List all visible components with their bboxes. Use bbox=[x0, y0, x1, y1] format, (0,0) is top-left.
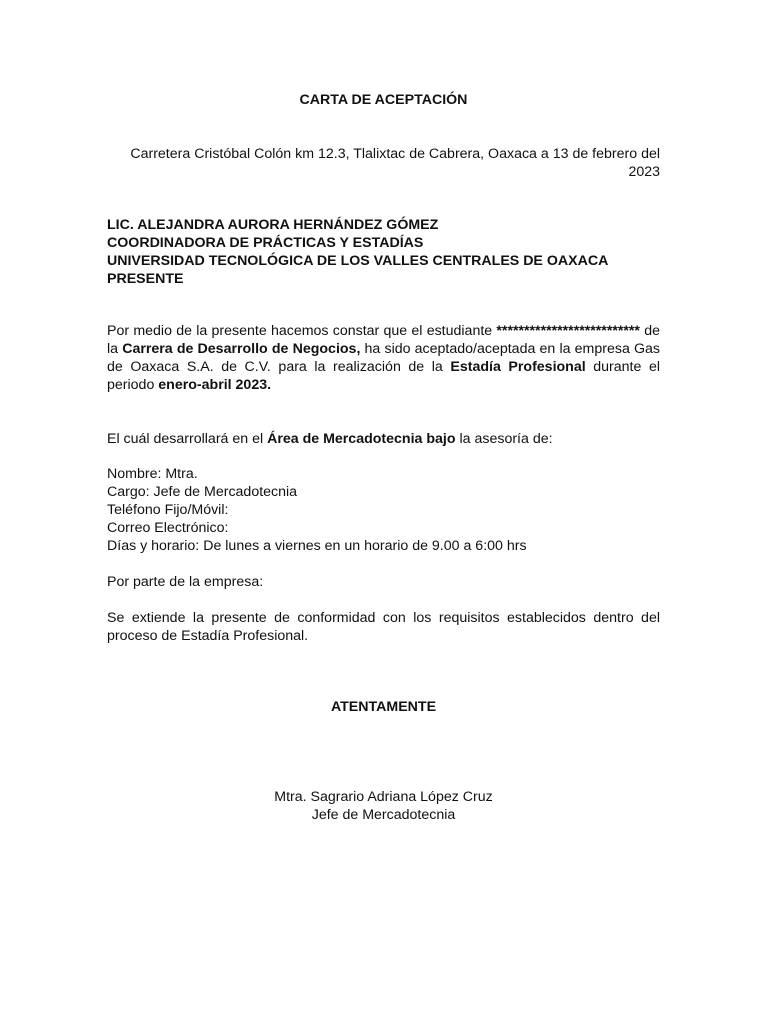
intro-text-2: de la bbox=[107, 323, 660, 357]
intro-paragraph bbox=[107, 322, 660, 394]
student-name: ************************** bbox=[496, 323, 640, 339]
contact-block bbox=[107, 465, 660, 555]
area-text-2: la asesoría de: bbox=[455, 431, 553, 447]
signatory-title: Jefe de Mercadotecnia bbox=[311, 807, 456, 823]
contact-phone: Teléfono Fijo/Móvil: bbox=[107, 502, 229, 518]
intro-text-4: durante el periodo bbox=[107, 359, 660, 393]
contact-email: Correo Electrónico: bbox=[107, 520, 229, 536]
company-line: Por parte de la empresa: bbox=[107, 574, 264, 590]
signature-block bbox=[107, 788, 660, 824]
place-date: Carretera Cristóbal Colón km 12.3, Tlalixtac de Cabrera, Oaxaca a 13 de febrero del 2023 bbox=[130, 146, 660, 180]
area-text-1: El cuál desarrollará en el bbox=[107, 431, 268, 447]
contact-position: Cargo: Jefe de Mercadotecnia bbox=[107, 484, 298, 500]
intro-text-3: ha sido aceptado/aceptada en la empresa Gas de Oaxaca S.A. de C.V. para la realización de la bbox=[107, 341, 661, 375]
program-name: Estadía Profesional bbox=[450, 359, 586, 375]
area-name: Área de Mercadotecnia bajo bbox=[267, 431, 456, 447]
contact-schedule: Días y horario: De lunes a viernes en un horario de 9.00 a 6:00 hrs bbox=[107, 538, 527, 554]
sign-off: ATENTAMENTE bbox=[330, 699, 437, 715]
addressee-position: COORDINADORA DE PRÁCTICAS Y ESTADÍAS bbox=[107, 235, 424, 251]
area-paragraph bbox=[107, 430, 660, 448]
career-name: Carrera de Desarrollo de Negocios, bbox=[122, 341, 361, 357]
addressee-greeting: PRESENTE bbox=[107, 271, 184, 287]
addressee-block bbox=[107, 216, 660, 288]
contact-name: Nombre: Mtra. bbox=[107, 466, 198, 482]
letter-title: CARTA DE ACEPTACIÓN bbox=[299, 92, 468, 108]
closing-paragraph: Se extiende la presente de conformidad con los requisitos establecidos dentro del proceso de Estadía Profesional. bbox=[107, 610, 660, 644]
addressee-name: LIC. ALEJANDRA AURORA HERNÁNDEZ GÓMEZ bbox=[107, 217, 439, 233]
period: enero-abril 2023. bbox=[158, 377, 272, 393]
intro-text-1: Por medio de la presente hacemos constar que el estudiante bbox=[107, 323, 497, 339]
addressee-institution: UNIVERSIDAD TECNOLÓGICA DE LOS VALLES CENTRALES DE OAXACA bbox=[107, 253, 609, 269]
signatory-name: Mtra. Sagrario Adriana López Cruz bbox=[274, 789, 493, 805]
